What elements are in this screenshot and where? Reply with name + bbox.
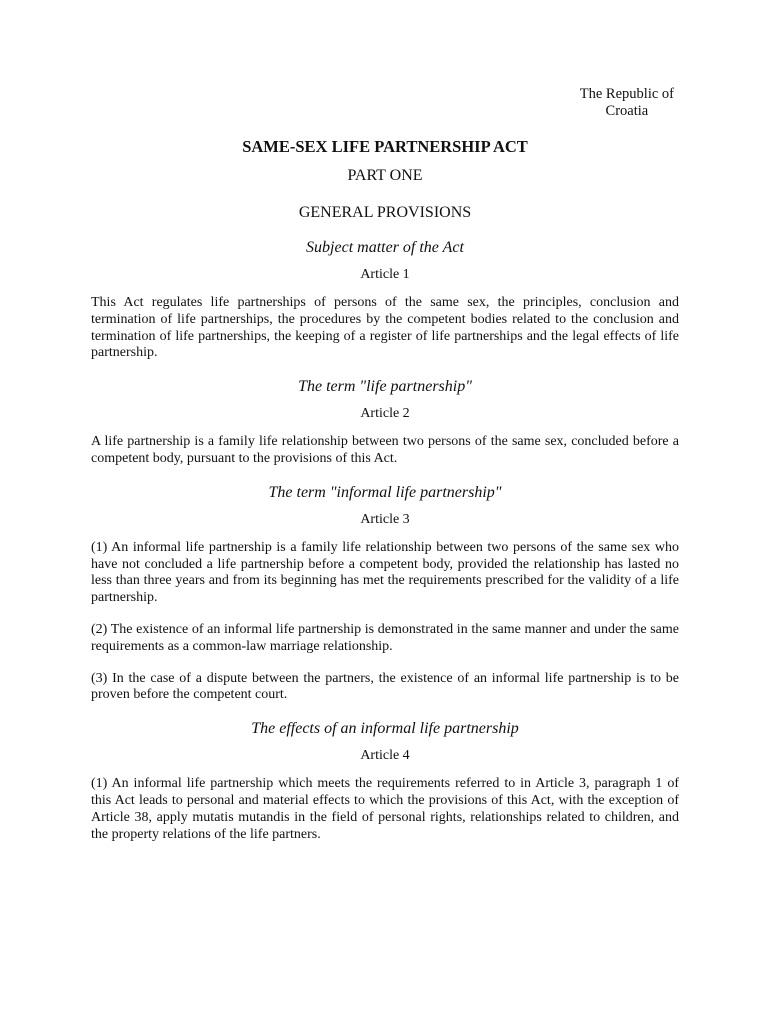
article-2-paragraph: A life partnership is a family life relationship between two persons of the same sex, concluded before a competent body, pursuant to the provisions of this Act. xyxy=(91,434,679,466)
article-1-label: Article 1 xyxy=(360,267,410,282)
article-4-heading: The effects of an informal life partnership xyxy=(251,720,519,738)
article-3-paragraph-1: (1) An informal life partnership is a family life relationship between two persons of the same sex who have not concluded a life partnership before a competent body, provided the relationship has lasted no less than three years and from its beginning has met the requirements prescribed for the validity of a life partnership. xyxy=(91,539,679,606)
article-2-label: Article 2 xyxy=(360,406,410,422)
article-3-label: Article 3 xyxy=(360,511,410,527)
country-header xyxy=(580,86,674,120)
section-heading: GENERAL PROVISIONS xyxy=(298,204,472,221)
act-title: SAME-SEX LIFE PARTNERSHIP ACT xyxy=(242,137,528,156)
article-2-heading: The term "life partnership" xyxy=(298,378,472,396)
article-4-paragraph: (1) An informal life partnership which meets the requirements referred to in Article 3, paragraph 1 of this Act leads to personal and material effects to which the provisions of this Act, with the exception of Article 38, apply mutatis mutandis in the field of personal rights, relationships related to children, and the property relations of the life partners. xyxy=(91,776,679,842)
article-1-heading: Subject matter of the Act xyxy=(306,239,464,256)
part-heading: PART ONE xyxy=(347,167,423,184)
article-1-paragraph: This Act regulates life partnerships of persons of the same sex, the principles, conclusion and termination of life partnerships, the procedures by the competent bodies related to the conclusion and termination of life partnerships, the keeping of a register of life partnerships and the legal effects of life partnership. xyxy=(91,295,679,361)
article-3-paragraph-2: (2) The existence of an informal life partnership is demonstrated in the same manner and under the same requirements as a common-law marriage relationship. xyxy=(91,621,679,654)
country-header-line-1: The Republic of xyxy=(579,86,674,102)
article-3-heading: The term "informal life partnership" xyxy=(268,483,502,501)
article-3-paragraph-3: (3) In the case of a dispute between the partners, the existence of an informal life partnership is to be proven before the competent court. xyxy=(91,670,679,703)
country-header-line-2: Croatia xyxy=(605,103,649,119)
article-4-label: Article 4 xyxy=(360,748,410,764)
document-body xyxy=(91,137,679,859)
